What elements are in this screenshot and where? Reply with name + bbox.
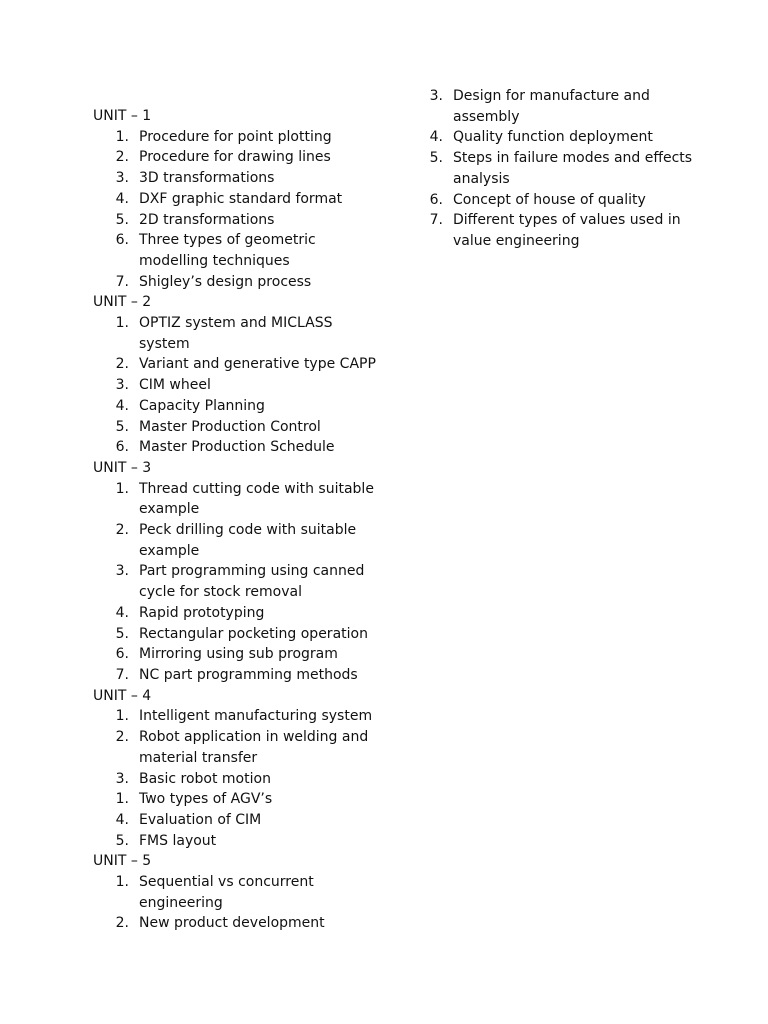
- list-item: [93, 396, 383, 417]
- item-number: 1.: [115, 480, 129, 497]
- item-text: Robot application in welding and material transfer: [139, 729, 369, 766]
- list-item: [93, 354, 383, 375]
- unit-heading: UNIT – 5: [93, 853, 152, 870]
- item-text: Variant and generative type CAPP: [139, 356, 376, 373]
- unit-5-section: [93, 851, 383, 934]
- list-item: [93, 665, 383, 686]
- item-text: Design for manufacture and assembly: [453, 88, 650, 125]
- unit-4-section: [93, 686, 383, 852]
- list-item: [407, 190, 707, 211]
- item-number: 1.: [115, 315, 129, 332]
- item-text: Procedure for drawing lines: [139, 149, 331, 166]
- item-text: Master Production Schedule: [139, 439, 335, 456]
- unit-5-list: [93, 872, 383, 934]
- unit-3-section: [93, 458, 383, 686]
- unit-2-section: [93, 292, 383, 458]
- list-item: [93, 147, 383, 168]
- item-text: Sequential vs concurrent engineering: [139, 874, 314, 911]
- list-item: [93, 810, 383, 831]
- unit-5-continued-list: [407, 86, 707, 252]
- item-text: Mirroring using sub program: [139, 646, 338, 663]
- left-column: [93, 106, 383, 934]
- list-item: [93, 189, 383, 210]
- unit-heading: UNIT – 2: [93, 294, 152, 311]
- item-text: Basic robot motion: [139, 770, 271, 787]
- item-text: Intelligent manufacturing system: [139, 708, 373, 725]
- item-text: Thread cutting code with suitable example: [139, 480, 374, 518]
- list-item: [93, 520, 383, 561]
- item-text: Capacity Planning: [139, 397, 265, 414]
- item-number: 3.: [115, 170, 129, 187]
- item-text: Different types of values used in value engineering: [453, 212, 681, 249]
- item-text: Peck drilling code with suitable example: [139, 522, 357, 559]
- item-number: 1.: [115, 128, 129, 145]
- item-number: 4.: [115, 811, 129, 828]
- item-number: 3.: [115, 770, 129, 787]
- unit-1-section: [93, 106, 383, 292]
- item-number: 7.: [115, 666, 129, 683]
- unit-1-list: [93, 127, 383, 293]
- item-number: 6.: [115, 232, 129, 249]
- list-item: [93, 561, 383, 602]
- list-item: [93, 437, 383, 458]
- item-text: Three types of geometric modelling techniques: [139, 232, 316, 269]
- item-number: 3.: [115, 377, 129, 394]
- item-number: 4.: [429, 129, 443, 146]
- list-item: [93, 706, 383, 727]
- item-number: 2.: [115, 729, 129, 746]
- item-number: 2.: [115, 522, 129, 539]
- item-text: Procedure for point plotting: [139, 128, 332, 145]
- item-number: 7.: [429, 212, 443, 229]
- unit-heading: UNIT – 3: [93, 459, 152, 476]
- item-number: 6.: [115, 439, 129, 456]
- item-text: Rapid prototyping: [139, 604, 265, 621]
- item-number: 1.: [115, 791, 129, 808]
- unit-heading: UNIT – 1: [93, 108, 152, 124]
- list-item: [93, 913, 383, 934]
- unit-3-list: [93, 479, 383, 686]
- item-number: 5.: [115, 418, 129, 435]
- list-item: [93, 230, 383, 271]
- item-number: 7.: [115, 273, 129, 290]
- list-item: [407, 127, 707, 148]
- item-text: 3D transformations: [139, 170, 275, 187]
- list-item: [93, 872, 383, 913]
- item-text: Quality function deployment: [453, 129, 653, 146]
- item-text: Part programming using canned cycle for stock removal: [139, 563, 365, 601]
- unit-heading: UNIT – 4: [93, 687, 152, 704]
- item-text: Steps in failure modes and effects analysis: [453, 150, 693, 187]
- item-number: 5.: [429, 150, 443, 167]
- unit-4-list: [93, 706, 383, 851]
- item-number: 1.: [115, 874, 129, 891]
- item-text: Shigley’s design process: [139, 273, 312, 290]
- list-item: [93, 168, 383, 189]
- item-text: FMS layout: [139, 832, 217, 849]
- item-text: CIM wheel: [139, 377, 211, 394]
- list-item: [93, 769, 383, 790]
- unit-2-list: [93, 313, 383, 458]
- item-text: 2D transformations: [139, 211, 275, 228]
- list-item: [93, 603, 383, 624]
- list-item: [407, 148, 707, 189]
- list-item: [93, 789, 383, 810]
- list-item: [93, 644, 383, 665]
- item-text: New product development: [139, 915, 325, 932]
- list-item: [93, 210, 383, 231]
- item-number: 6.: [115, 646, 129, 663]
- list-item: [93, 831, 383, 852]
- item-number: 4.: [115, 604, 129, 621]
- item-number: 3.: [115, 563, 129, 580]
- item-text: OPTIZ system and MICLASS system: [139, 315, 333, 352]
- item-text: Rectangular pocketing operation: [139, 625, 368, 642]
- item-number: 2.: [115, 356, 129, 373]
- list-item: [93, 624, 383, 645]
- item-number: 5.: [115, 832, 129, 849]
- item-text: Concept of house of quality: [453, 191, 646, 208]
- item-number: 3.: [429, 88, 443, 104]
- list-item: [93, 479, 383, 520]
- item-number: 4.: [115, 397, 129, 414]
- item-text: Evaluation of CIM: [139, 811, 262, 828]
- item-text: NC part programming methods: [139, 666, 358, 683]
- item-number: 1.: [115, 708, 129, 725]
- item-number: 6.: [429, 191, 443, 208]
- item-number: 5.: [115, 625, 129, 642]
- list-item: [93, 313, 383, 354]
- list-item: [93, 272, 383, 293]
- right-column: [407, 86, 707, 252]
- item-text: Master Production Control: [139, 418, 321, 435]
- list-item: [93, 727, 383, 768]
- item-number: 2.: [115, 149, 129, 166]
- list-item: [93, 375, 383, 396]
- list-item: [93, 127, 383, 148]
- item-number: 5.: [115, 211, 129, 228]
- item-number: 2.: [115, 915, 129, 932]
- item-text: DXF graphic standard format: [139, 190, 343, 207]
- item-number: 4.: [115, 190, 129, 207]
- list-item: [407, 210, 707, 251]
- item-text: Two types of AGV’s: [139, 791, 273, 808]
- list-item: [93, 417, 383, 438]
- list-item: [407, 86, 707, 127]
